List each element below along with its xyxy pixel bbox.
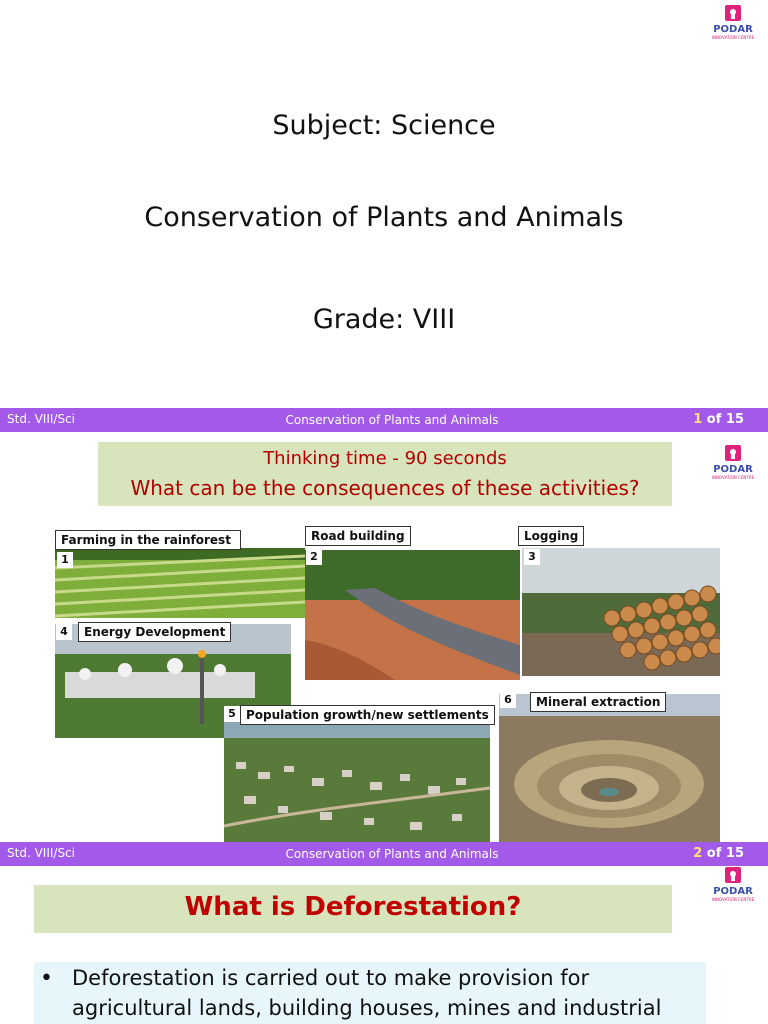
footer-page-of: of — [706, 846, 722, 861]
caption-farming: Farming in the rainforest — [55, 530, 241, 550]
photo-road-building — [305, 550, 520, 680]
footer-page-of: of — [706, 412, 722, 427]
slide-footer-2 — [0, 842, 768, 866]
footer-topic: Conservation of Plants and Animals — [285, 413, 499, 427]
svg-text:INNOVATION CENTRE: INNOVATION CENTRE — [711, 35, 755, 40]
footer-page-current: 2 — [693, 846, 703, 861]
svg-text:PODAR: PODAR — [713, 886, 753, 897]
deforestation-heading: What is Deforestation? — [184, 892, 522, 922]
photo-farming — [55, 548, 305, 618]
bullet-line-2: agricultural lands, building houses, mines and industrial — [72, 996, 662, 1020]
photo-logging — [522, 548, 720, 676]
consequences-question: What can be the consequences of these activities? — [130, 476, 640, 500]
footer-page-number — [693, 412, 744, 427]
slide-footer-1 — [0, 408, 768, 432]
bullet-line-1: Deforestation is carried out to make provision for — [72, 966, 590, 990]
caption-energy-development: Energy Development — [78, 622, 231, 642]
photo-number-3: 3 — [524, 549, 540, 565]
footer-page-number — [693, 846, 744, 861]
photo-mineral-extraction — [499, 694, 720, 842]
svg-text:PODAR: PODAR — [713, 24, 753, 35]
photo-number-5: 5 — [224, 706, 240, 722]
footer-std: Std. VIII/Sci — [7, 846, 75, 860]
photo-number-6: 6 — [500, 692, 516, 708]
subject-title: Subject: Science — [272, 110, 496, 141]
slide-3 — [0, 866, 768, 1024]
thinking-time-text: Thinking time - 90 seconds — [263, 448, 507, 469]
caption-settlements: Population growth/new settlements — [240, 705, 495, 725]
photo-number-2: 2 — [306, 549, 322, 565]
caption-road-building: Road building — [305, 526, 411, 546]
footer-page-total: 15 — [725, 412, 744, 427]
podar-logo — [706, 444, 760, 484]
photo-number-4: 4 — [56, 624, 72, 640]
footer-std: Std. VIII/Sci — [7, 412, 75, 426]
topic-title: Conservation of Plants and Animals — [144, 202, 624, 233]
footer-page-total: 15 — [725, 846, 744, 861]
bullet-marker: • — [40, 966, 53, 991]
svg-text:INNOVATION CENTRE: INNOVATION CENTRE — [711, 897, 755, 902]
slide-2 — [0, 432, 768, 842]
svg-text:PODAR: PODAR — [713, 464, 753, 475]
deforestation-bullet-box — [34, 962, 706, 1024]
deforestation-heading-box — [34, 885, 672, 933]
podar-logo — [706, 4, 760, 44]
svg-text:INNOVATION CENTRE: INNOVATION CENTRE — [711, 475, 755, 480]
photo-settlements — [224, 722, 490, 842]
caption-logging: Logging — [518, 526, 584, 546]
photo-number-1: 1 — [57, 552, 73, 568]
grade-title: Grade: VIII — [312, 304, 456, 335]
caption-mineral-extraction: Mineral extraction — [530, 692, 666, 712]
slide-1 — [0, 0, 768, 408]
footer-topic: Conservation of Plants and Animals — [285, 847, 499, 861]
footer-page-current: 1 — [693, 412, 703, 427]
thinking-box — [98, 442, 672, 506]
podar-logo — [706, 866, 760, 906]
